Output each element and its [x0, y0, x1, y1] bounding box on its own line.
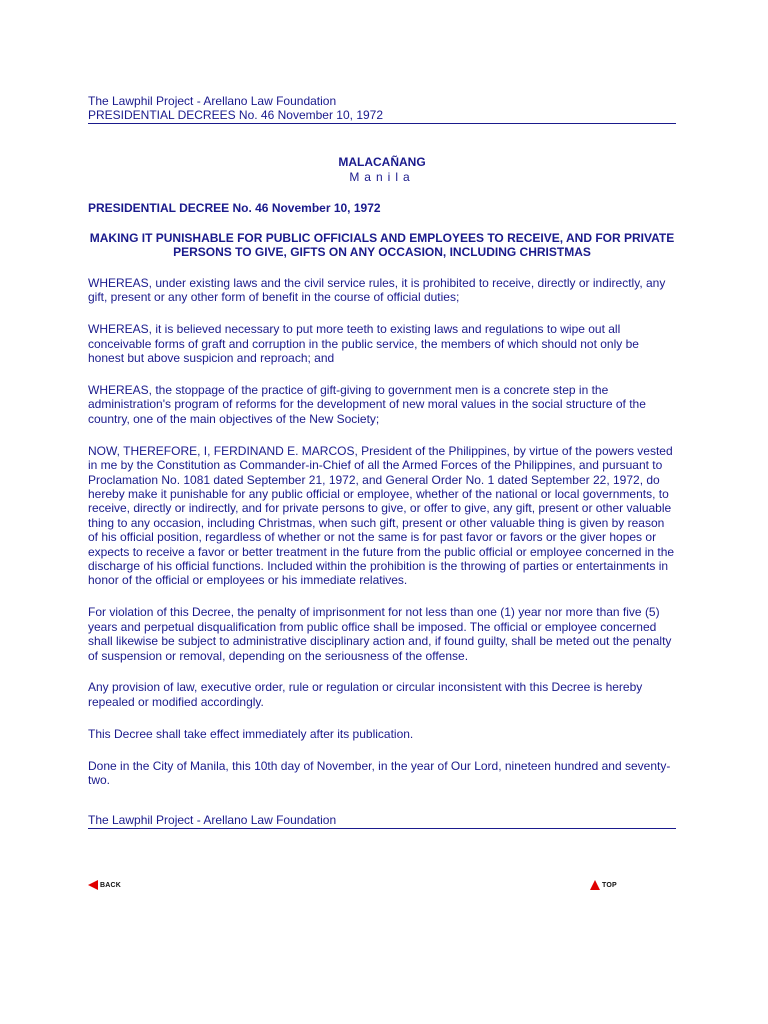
masthead-office: MALACAÑANG: [338, 155, 426, 169]
paragraph-penalty: For violation of this Decree, the penalty of imprisonment for not less than one (1) year nor more than five (5) years and perpetual disqualification from public office shall be imposed. The official or employee concerned shall likewise be subject to administrative disciplinary action and, if found guilty, shall be meted out the penalty of suspension or removal, depending on the seriousness of the offense.: [88, 605, 672, 663]
paragraph-whereas-2: WHEREAS, it is believed necessary to put more teeth to existing laws and regulations to wipe out all conceivable forms of graft and corruption in the public service, the members of which should not only be honest but above suspicion and reproach; and: [88, 322, 639, 366]
document-content: [88, 94, 676, 829]
masthead: [88, 155, 676, 184]
decree-title: MAKING IT PUNISHABLE FOR PUBLIC OFFICIALS AND EMPLOYEES TO RECEIVE, AND FOR PRIVATE PERSONS TO GIVE, GIFTS ON ANY OCCASION, INCLUDING CHRISTMAS: [89, 231, 675, 259]
paragraph-now-therefore: NOW, THEREFORE, I, FERDINAND E. MARCOS, President of the Philippines, by virtue of the powers vested in me by the Constitution as Commander-in-Chief of all the Armed Forces of the Philippines, and pursuant to Proclamation No. 1081 dated September 21, 1972, and General Order No. 1 dated September 22, 1972, do hereby make it punishable for any public official or employee, whether of the national or local governments, to receive, directly or indirectly, and for private persons to give, or offer to give, any gift, present or other valuable thing to any occasion, including Christmas, when such gift, present or other valuable thing is given by reason of his official position, regardless of whether or not the same is for past favor or favors or the giver hopes or expects to receive a favor or better treatment in the future from the public official or employee concerned in the discharge of his official functions. Included within the prohibition is the throwing of parties or entertainments in honor of the official or employees or his immediate relatives.: [88, 443, 675, 588]
header-divider: [88, 123, 676, 124]
paragraph-whereas-3: WHEREAS, the stoppage of the practice of gift-giving to government men is a concrete step in the administration's program of reforms for the development of new moral values in the social structure of the country, one of the main objectives of the New Society;: [88, 383, 646, 426]
page-navigation: [88, 880, 616, 894]
decree-body: [88, 276, 676, 787]
masthead-city: Manila: [349, 170, 415, 184]
paragraph-whereas-1: WHEREAS, under existing laws and the civil service rules, it is prohibited to receive, directly or indirectly, any gift, present or any other form of benefit in the course of official duties;: [88, 276, 666, 305]
footer-project-name: The Lawphil Project - Arellano Law Foundation: [88, 813, 337, 828]
footer: [88, 813, 676, 829]
paragraph-done-in: Done in the City of Manila, this 10th day of November, in the year of Our Lord, nineteen hundred and seventy-two.: [88, 758, 671, 788]
header-decree-reference: PRESIDENTIAL DECREES No. 46 November 10, 1972: [88, 108, 384, 122]
left-arrow-icon: [88, 880, 98, 890]
top-label: TOP: [602, 881, 617, 889]
top-link[interactable]: [590, 880, 617, 890]
back-link[interactable]: [88, 880, 121, 890]
decree-number: PRESIDENTIAL DECREE No. 46 November 10, 1972: [88, 201, 381, 215]
paragraph-repealing-clause: Any provision of law, executive order, rule or regulation or circular inconsistent with this Decree is hereby repealed or modified accordingly.: [88, 680, 643, 709]
header-project-name: The Lawphil Project - Arellano Law Foundation: [88, 94, 337, 108]
paragraph-effectivity: This Decree shall take effect immediately after its publication.: [88, 726, 414, 741]
up-arrow-icon: [590, 880, 600, 890]
footer-divider: [88, 828, 676, 829]
back-label: BACK: [100, 881, 122, 889]
header: [88, 94, 676, 124]
